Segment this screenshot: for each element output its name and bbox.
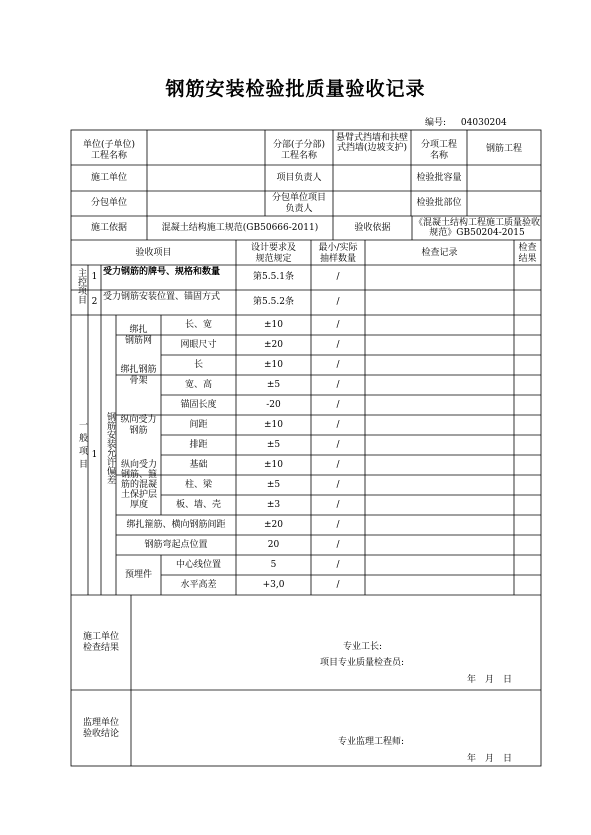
sub-pm-label: 分包单位项目 负责人	[271, 193, 326, 214]
cat-mesh: 绑扎 钢筋网	[124, 325, 152, 346]
general-design-value: ±20	[264, 340, 283, 350]
general-sub-label: 水平高差	[180, 580, 217, 590]
general-design-value: ±10	[264, 420, 283, 430]
mc-sample-2: /	[336, 297, 340, 307]
code-value: 04030204	[460, 118, 507, 128]
engineer-label: 专业监理工程师:	[338, 737, 405, 747]
basis-label: 施工依据	[90, 223, 127, 233]
col-sample: 最小/实际 抽样数量	[318, 243, 358, 264]
main-control-label: 主控项目	[76, 268, 86, 304]
general-no: 1	[91, 450, 98, 460]
general-design-value: ±5	[266, 440, 281, 450]
general-sub-label: 网眼尺寸	[180, 340, 217, 350]
general-sample-value: /	[336, 580, 340, 590]
general-label: 一般项目	[77, 420, 87, 472]
mc-design-1: 第5.5.1条	[253, 272, 294, 282]
acceptance-basis-value[interactable]: 《混凝土结构工程施工质量验收规范》GB50204-2015	[413, 218, 540, 238]
general-design-value: ±3	[266, 500, 281, 510]
sub-division-value[interactable]: 悬臂式挡墙和扶壁式挡墙(边坡支护)	[335, 133, 408, 153]
general-design-value: ±5	[266, 380, 281, 390]
general-design-value: ±10	[264, 320, 283, 330]
general-sample-value: /	[336, 320, 340, 330]
general-sub-label: 基础	[189, 460, 208, 470]
col-item: 验收项目	[135, 248, 172, 258]
general-design-value: ±10	[264, 460, 283, 470]
item-name-label: 分项工程 名称	[420, 140, 457, 161]
mc-sample-1: /	[336, 272, 340, 282]
general-design-value: 5	[270, 560, 277, 570]
mc-item-1: 受力钢筋的牌号、规格和数量	[103, 267, 221, 277]
mc-no-1: 1	[91, 272, 98, 282]
general-sub-label: 柱、梁	[184, 480, 212, 490]
mc-design-2: 第5.5.2条	[253, 297, 294, 307]
cat-bend: 钢筋弯起点位置	[144, 540, 208, 550]
general-sample-value: /	[336, 560, 340, 570]
col-record: 检查记录	[421, 248, 458, 258]
col-design: 设计要求及 规范规定	[250, 243, 296, 264]
subcontractor-label: 分包单位	[90, 198, 127, 208]
general-sample-value: /	[336, 400, 340, 410]
cat-longitudinal: 纵向受力 钢筋	[120, 415, 157, 436]
general-sample-value: /	[336, 380, 340, 390]
foreman-label: 专业工长:	[343, 642, 383, 652]
general-sample-value: /	[336, 520, 340, 530]
general-group-label: 钢筋安装允许偏差	[105, 412, 115, 484]
cat-cover: 纵向受力 钢筋、箍 筋的混凝 土保护层 厚度	[120, 460, 157, 510]
supervision-conclusion-label: 监理单位 验收结论	[82, 718, 119, 739]
mc-item-2: 受力钢筋安装位置、锚固方式	[103, 292, 221, 302]
code-label: 编号:	[425, 118, 447, 128]
page-title: 钢筋安装检验批质量验收记录	[165, 78, 426, 100]
general-design-value: 20	[267, 540, 280, 550]
cat-stirrup: 绑扎箍筋、横向钢筋间距	[126, 520, 226, 530]
inspector-label: 项目专业质量检查员:	[320, 658, 405, 668]
general-sub-label: 板、墙、壳	[175, 500, 221, 510]
cat-embedded: 预埋件	[124, 570, 152, 580]
general-sample-value: /	[336, 360, 340, 370]
acceptance-basis-label: 验收依据	[354, 223, 391, 233]
sub-division-label: 分部(子分部) 工程名称	[272, 140, 326, 161]
general-sub-label: 中心线位置	[175, 560, 221, 570]
general-sample-value: /	[336, 480, 340, 490]
constructor-label: 施工单位	[90, 173, 127, 183]
general-design-value: ±10	[264, 360, 283, 370]
item-name-value[interactable]: 钢筋工程	[485, 144, 522, 154]
basis-value[interactable]: 混凝土结构施工规范(GB50666-2011)	[161, 223, 319, 233]
general-sample-value: /	[336, 540, 340, 550]
general-sub-label: 锚固长度	[180, 400, 217, 410]
general-sub-label: 间距	[189, 420, 208, 430]
part-label: 检验批部位	[416, 198, 462, 208]
general-sample-value: /	[336, 340, 340, 350]
cat-cage: 绑扎钢筋 骨架	[120, 365, 157, 386]
general-sample-value: /	[336, 460, 340, 470]
general-sub-label: 宽、高	[184, 380, 212, 390]
capacity-label: 检验批容量	[416, 173, 462, 183]
general-sub-label: 长、宽	[184, 320, 212, 330]
col-result: 检查 结果	[518, 243, 537, 264]
general-sample-value: /	[336, 420, 340, 430]
general-design-value: -20	[266, 400, 281, 410]
mc-no-2: 2	[91, 297, 98, 307]
general-sub-label: 长	[193, 360, 203, 370]
supervision-date: 年 月 日	[467, 754, 513, 764]
general-design-value: ±20	[264, 520, 283, 530]
construction-date: 年 月 日	[467, 675, 513, 685]
general-sample-value: /	[336, 500, 340, 510]
general-design-value: ±5	[266, 480, 281, 490]
unit-name-label: 单位(子单位) 工程名称	[82, 140, 136, 161]
pm-label: 项目负责人	[276, 173, 322, 183]
general-sub-label: 排距	[189, 440, 208, 450]
general-design-value: +3,0	[262, 580, 285, 590]
general-sample-value: /	[336, 440, 340, 450]
construction-conclusion-label: 施工单位 检查结果	[82, 632, 119, 653]
